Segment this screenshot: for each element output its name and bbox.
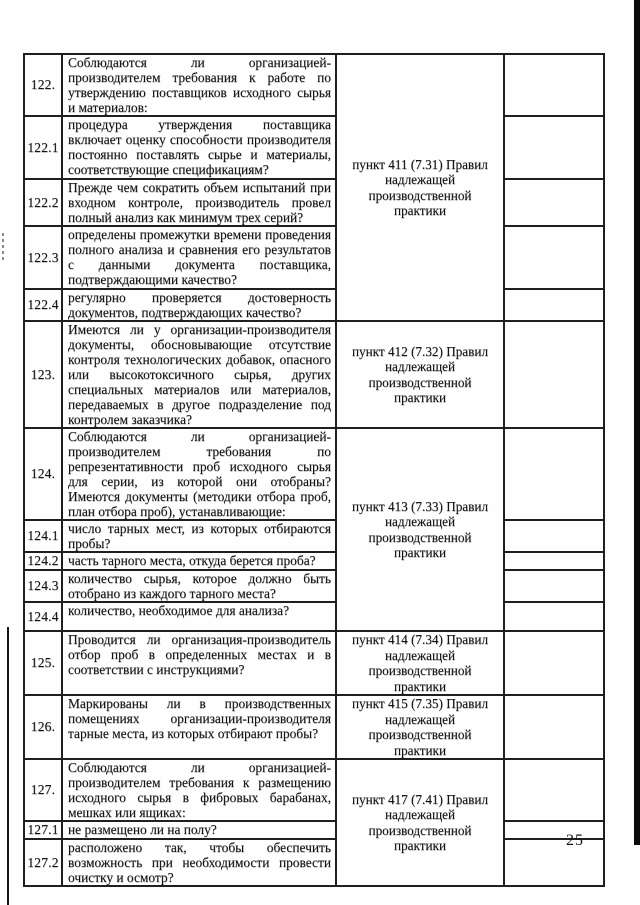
question-text: регулярно проверяется достоверность документов, подтверждающих качество? xyxy=(62,289,336,321)
row-number: 122.1 xyxy=(24,116,62,179)
question-text: Проводится ли организация-производитель отбор проб в определенных местах и в соответствии с инструкциями? xyxy=(62,631,336,695)
page-number: 25 xyxy=(566,832,584,849)
answer-cell xyxy=(504,520,604,552)
row-number: 122.3 xyxy=(24,226,62,289)
answer-cell xyxy=(504,116,604,179)
table-row xyxy=(24,552,604,570)
question-text: Соблюдаются ли организацией-производителем требования к работе по утверждению поставщиков исходного сырья и материалов: xyxy=(62,54,336,116)
scan-edge-right xyxy=(634,0,640,845)
answer-cell xyxy=(504,289,604,321)
scan-edge-left xyxy=(7,627,9,905)
question-text: расположено так, чтобы обеспечить возможность при необходимости провести очистку и осмотр? xyxy=(62,839,336,886)
row-number: 125. xyxy=(24,631,62,695)
answer-cell xyxy=(504,552,604,570)
rule-reference: пункт 417 (7.41) Правил надлежащей производственной практики xyxy=(336,759,504,886)
answer-cell xyxy=(504,695,604,759)
answer-cell xyxy=(504,54,604,116)
question-text: процедура утверждения поставщика включает оценку способности производителя постоянно поставлять сырье и материалы, соответствующие спецификациям? xyxy=(62,116,336,179)
scan-artifact xyxy=(2,233,4,261)
answer-cell xyxy=(504,839,604,886)
answer-cell xyxy=(504,428,604,520)
answer-cell xyxy=(504,602,604,631)
rule-reference: пункт 414 (7.34) Правил надлежащей производственной практики xyxy=(336,631,504,695)
table-row xyxy=(24,631,604,695)
table-row xyxy=(24,226,604,289)
answer-cell xyxy=(504,631,604,695)
question-text: количество сырья, которое должно быть отобрано из каждого тарного места? xyxy=(62,570,336,602)
row-number: 127.2 xyxy=(24,839,62,886)
row-number: 127.1 xyxy=(24,821,62,839)
row-number: 122.4 xyxy=(24,289,62,321)
table-row xyxy=(24,520,604,552)
answer-cell xyxy=(504,759,604,821)
table-row xyxy=(24,428,604,520)
row-number: 124.4 xyxy=(24,602,62,631)
row-number: 127. xyxy=(24,759,62,821)
question-text: не размещено ли на полу? xyxy=(62,821,336,839)
row-number: 124.3 xyxy=(24,570,62,602)
rule-reference: пункт 413 (7.33) Правил надлежащей производственной практики xyxy=(336,428,504,631)
checklist-table xyxy=(23,53,605,887)
table-row xyxy=(24,179,604,226)
question-text: Соблюдаются ли организацией-производителем требования к размещению исходного сырья в фибровых барабанах, мешках или ящиках: xyxy=(62,759,336,821)
rule-reference: пункт 411 (7.31) Правил надлежащей производственной практики xyxy=(336,54,504,321)
table-row xyxy=(24,695,604,759)
row-number: 122.2 xyxy=(24,179,62,226)
table-row xyxy=(24,759,604,821)
answer-cell xyxy=(504,179,604,226)
table-row xyxy=(24,289,604,321)
question-text: число тарных мест, из которых отбираются пробы? xyxy=(62,520,336,552)
rule-reference: пункт 415 (7.35) Правил надлежащей производственной практики xyxy=(336,695,504,759)
rule-reference: пункт 412 (7.32) Правил надлежащей производственной практики xyxy=(336,321,504,428)
row-number: 122. xyxy=(24,54,62,116)
question-text: количество, необходимое для анализа? xyxy=(62,602,336,631)
answer-cell xyxy=(504,821,604,839)
row-number: 124.2 xyxy=(24,552,62,570)
table-row xyxy=(24,602,604,631)
answer-cell xyxy=(504,321,604,428)
question-text: часть тарного места, откуда берется проба? xyxy=(62,552,336,570)
row-number: 126. xyxy=(24,695,62,759)
row-number: 124.1 xyxy=(24,520,62,552)
table-row xyxy=(24,839,604,886)
table-row xyxy=(24,54,604,116)
answer-cell xyxy=(504,570,604,602)
question-text: определены промежутки времени проведения полного анализа и сравнения его результатов с данными документа поставщика, подтверждающими качество? xyxy=(62,226,336,289)
answer-cell xyxy=(504,226,604,289)
question-text: Имеются ли у организации-производителя документы, обосновывающие отсутствие контроля технологических добавок, опасного или высокотоксичного сырья, других специальных материалов или материалов, передаваемых в другое подразделение под контролем заказчика? xyxy=(62,321,336,428)
question-text: Прежде чем сократить объем испытаний при входном контроле, производитель провел полный анализ как минимум трех серий? xyxy=(62,179,336,226)
row-number: 123. xyxy=(24,321,62,428)
table-row xyxy=(24,116,604,179)
row-number: 124. xyxy=(24,428,62,520)
table-row xyxy=(24,570,604,602)
question-text: Соблюдаются ли организацией-производителем требования по репрезентативности проб исходного сырья для серии, из которой они отобраны? Имеются документы (методики отбора проб, план отбора проб), устанавливающие: xyxy=(62,428,336,520)
table-row xyxy=(24,821,604,839)
question-text: Маркированы ли в производственных помещениях организации-производителя тарные места, из которых отбирают пробы? xyxy=(62,695,336,759)
table-row xyxy=(24,321,604,428)
